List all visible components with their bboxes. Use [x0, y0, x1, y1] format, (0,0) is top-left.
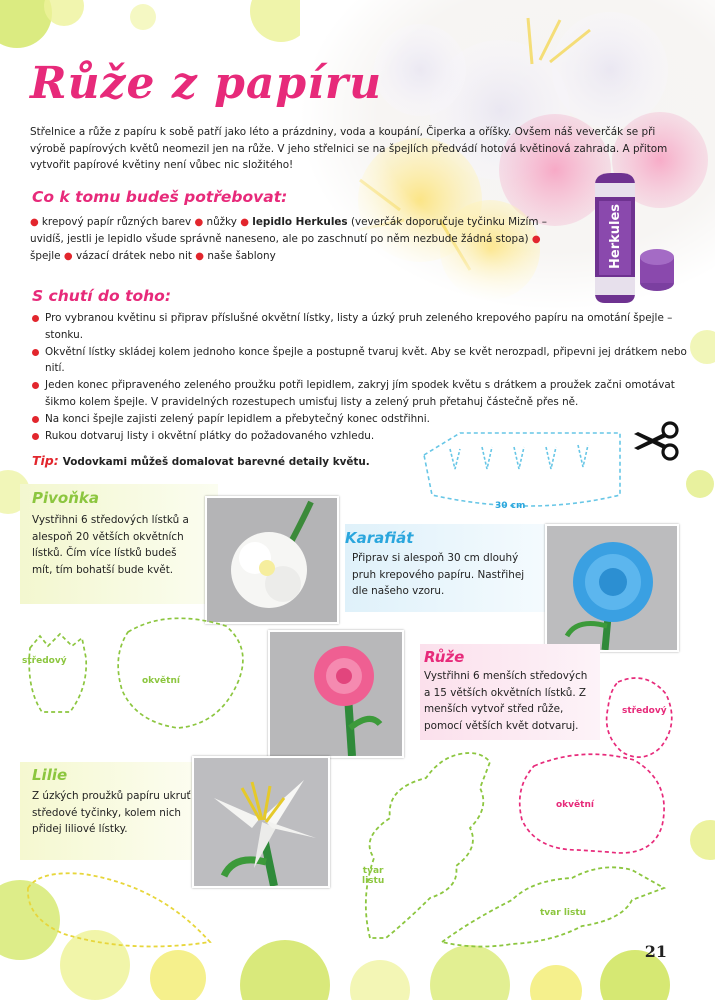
pivonka-center-label: středový	[22, 656, 67, 666]
pivonka-petal-template	[108, 612, 258, 734]
bullet-icon: ●	[531, 234, 541, 245]
strip-length-label: 30 cm	[495, 501, 526, 511]
list-item: Na konci špejle zajisti zelený papír lepidlem a přebytečný konec odstřihni.	[30, 411, 690, 428]
pivonka-petal-label: okvětní	[142, 676, 180, 686]
karafiat-title: Karafiát	[345, 529, 414, 547]
ruze-text: Vystřihni 6 menších středových a 15 větších okvětních lístků. Z menších vytvoř střed růže, pomocí větších květ dotvaruj.	[424, 670, 588, 732]
lilie-text: Z úzkých proužků papíru ukruť středové tyčinky, kolem nich přidej liliové lístky.	[32, 790, 191, 835]
lilie-petal-template	[20, 864, 220, 954]
pivonka-photo	[205, 496, 339, 624]
ruze-center-label: středový	[622, 706, 667, 716]
list-item: Okvětní lístky skládej kolem jednoho konce špejle a postupně tvaruj květ. Aby se květ nerozpadl, připevni jej drátkem nebo nití.	[30, 344, 690, 378]
ruze-petal-label: okvětní	[556, 800, 594, 810]
list-item: Jeden konec připraveného zeleného proužku potři lepidlem, zakryj jím spodek květu s drátkem a proužek začni omotávat šikmo kolem špejle. V pravidelných rozestupech umisťuj listy a zelený pruh přetahuj částečně přes ně.	[30, 377, 690, 411]
page-title: Růže z papíru	[30, 58, 383, 109]
bullet-icon: ●	[240, 217, 249, 228]
intro-paragraph: Střelnice a růže z papíru k sobě patří jako léto a prázdniny, voda a koupání, Čiperka a oříšky. Ovšem náš veverčák se při výrobě papírových květů neomezil jen na růže. V jeho střelnici se na špejlích předvádí hotová květinová zahrada. A přitom vytvořit papírové květiny není vůbec nic složitého!	[30, 126, 668, 171]
leaf-template-1-label: tvar listu	[362, 866, 385, 886]
page-number: 21	[644, 942, 667, 961]
lilie-title: Lilie	[32, 766, 68, 784]
karafiat-photo	[545, 524, 679, 652]
bullet-icon: ●	[63, 251, 73, 262]
ruze-photo	[268, 630, 404, 758]
strip-template	[420, 425, 635, 525]
tip	[32, 453, 370, 468]
leaf-template-2	[432, 860, 672, 950]
list-item: Rukou dotvaruj listy i okvětní plátky do požadovaného vzhledu.	[30, 428, 690, 445]
glue-stick-image	[585, 165, 680, 315]
bullet-icon: ●	[30, 217, 42, 228]
pivonka-text: Vystřihni 6 středových lístků a alespoň 20 větších okvětních lístků. Čím více lístků budeš mít, tím bohatší bude květ.	[32, 514, 189, 576]
ruze-petal-template	[512, 746, 682, 864]
tip-text: Vodovkami můžeš domalovat barevné detaily květu.	[62, 456, 370, 468]
bullet-icon: ●	[194, 217, 204, 228]
pivonka-center-template	[12, 628, 97, 718]
pivonka-title: Pivoňka	[32, 489, 99, 507]
karafiat-text: Připrav si alespoň 30 cm dlouhý pruh krepového papíru. Nastřihej dle našeho vzoru.	[352, 552, 525, 597]
glue-stick-label: Herkules	[608, 203, 623, 269]
tip-label: Tip:	[32, 453, 59, 468]
ruze-title: Růže	[424, 648, 465, 666]
materials-list: ● krepový papír různých barev ● nůžky ● lepidlo Herkules (veverčák doporučuje tyčinku Mizím – uvidíš, jestli je lepidlo všude správně naneseno, ale po zaschnutí po něm nezbude žádná stopa) ● špejle ● vázací drátek nebo nit ● naše šablony	[30, 216, 547, 262]
scissors-icon	[630, 420, 682, 462]
materials-heading: Co k tomu budeš potřebovat:	[32, 188, 288, 206]
steps-heading: S chutí do toho:	[32, 287, 172, 305]
list-item: Pro vybranou květinu si připrav příslušné okvětní lístky, listy a úzký pruh zeleného krepového papíru na omotání špejle – stonku.	[30, 310, 690, 344]
leaf-template-2-label: tvar listu	[540, 908, 587, 918]
bullet-icon: ●	[195, 251, 205, 262]
